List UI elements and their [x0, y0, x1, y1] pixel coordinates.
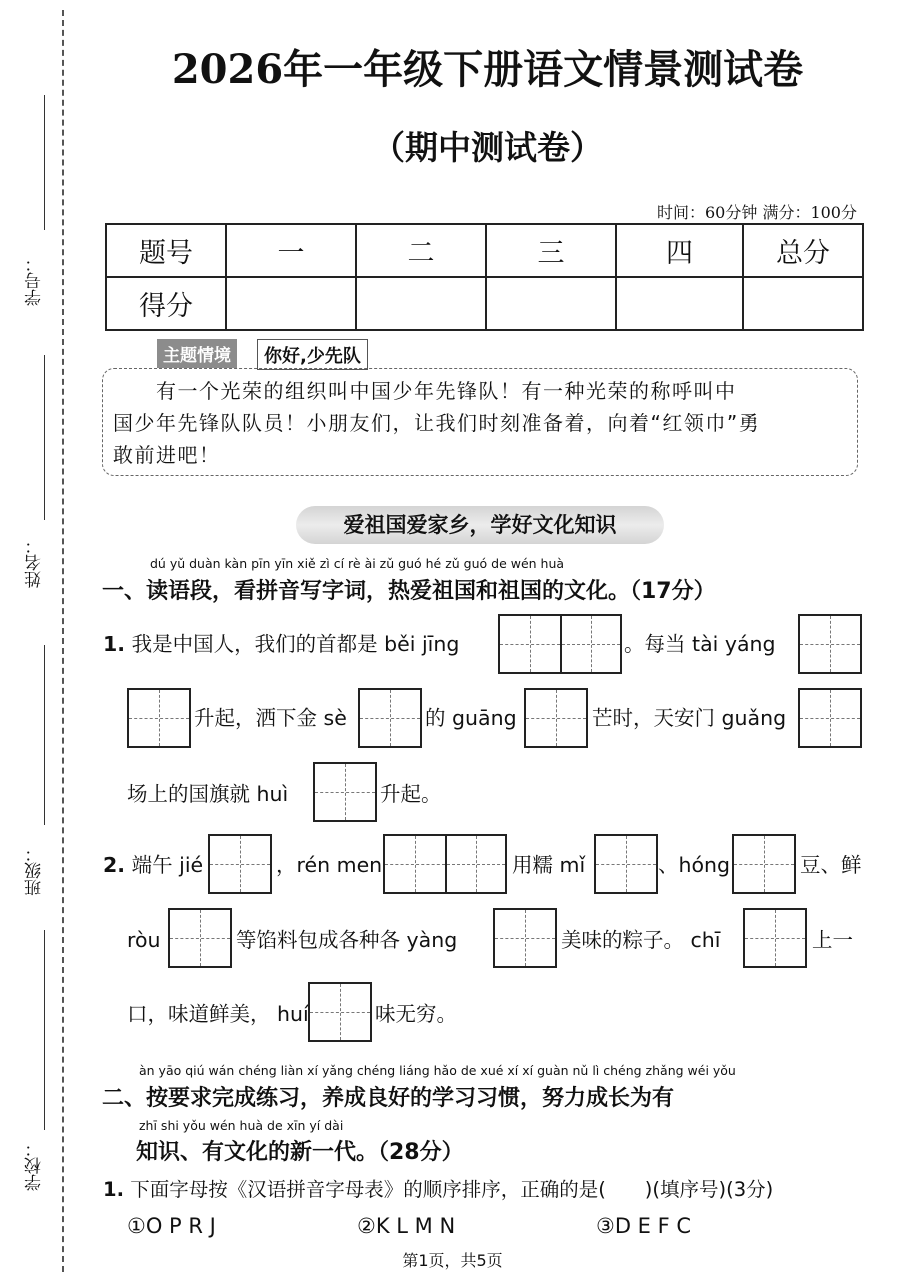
page-title: 2026年一年级下册语文情景测试卷	[171, 46, 804, 93]
section2-heading-line1: 二、按要求完成练习，养成良好的学习习惯，努力成长为有	[102, 1086, 675, 1111]
q1-text-c: 升起，洒下金	[194, 706, 317, 730]
heading-pinyin: zhī shi yǒu wén huà de xīn yí dài	[139, 1118, 344, 1133]
class-label: 班级：	[25, 845, 45, 896]
option-1[interactable]: ①O P R J	[127, 1214, 216, 1238]
class-line[interactable]	[44, 645, 45, 825]
theme-context-box	[102, 368, 858, 476]
answer-grid-taiyang-2[interactable]	[127, 688, 191, 748]
answer-grid-se[interactable]	[358, 688, 422, 748]
tian-cell[interactable]	[596, 836, 656, 892]
option-2[interactable]: ②K L M N	[357, 1214, 456, 1238]
tian-cell[interactable]	[170, 910, 230, 966]
score-input-cell[interactable]	[486, 277, 616, 330]
q2-line1-d	[658, 851, 730, 879]
q1-text-e: 芒时，天安门	[592, 706, 715, 730]
tian-cell[interactable]	[445, 836, 505, 892]
q2-pinyin-renmen: rén men	[296, 853, 383, 877]
s2-q1-prompt: 下面字母按《汉语拼音字母表》的顺序排序，正确的是( )(填序号)(3分)	[130, 1178, 774, 1201]
score-input-cell[interactable]	[226, 277, 356, 330]
q2-line1-a	[103, 851, 203, 879]
s2-q1-text	[103, 1176, 773, 1204]
theme-line: 有一个光荣的组织叫中国少年先锋队！有一种光荣的称呼叫中	[113, 379, 737, 403]
option-3[interactable]: ③D E F C	[596, 1214, 692, 1238]
q1-pinyin-guang: guāng	[452, 706, 517, 730]
student-id-line[interactable]	[44, 95, 45, 230]
answer-grid-taiyang[interactable]	[798, 614, 862, 674]
binding-dash-line	[62, 10, 64, 1272]
tian-cell[interactable]	[385, 836, 445, 892]
page-subtitle: （期中测试卷）	[372, 128, 603, 167]
answer-grid-hui[interactable]	[313, 762, 377, 822]
name-label: 姓名：	[25, 537, 45, 588]
q1-text-d: 的	[425, 706, 446, 730]
tian-cell[interactable]	[210, 836, 270, 892]
tian-cell[interactable]	[495, 910, 555, 966]
tian-cell[interactable]	[560, 616, 620, 672]
q2-pinyin-chi: chī	[690, 928, 721, 952]
score-table-cell: 三	[486, 224, 616, 277]
answer-grid-guang[interactable]	[524, 688, 588, 748]
tian-cell[interactable]	[129, 690, 189, 746]
theme-line: 国少年先锋队队员！小朋友们，让我们时刻准备着，向着“红领巾”勇	[113, 411, 761, 435]
q2-line1-b	[276, 851, 382, 879]
score-table-header-row	[106, 224, 863, 277]
q1-text-a: 我是中国人，我们的首都是	[131, 632, 378, 656]
score-input-cell[interactable]	[356, 277, 486, 330]
tian-cell[interactable]	[800, 616, 860, 672]
q2-text-d: 、	[658, 853, 679, 877]
q1-text-b: 。每当	[624, 632, 686, 656]
question-number: 1.	[103, 632, 126, 656]
section2-heading-line2: 知识、有文化的新一代。（28分）	[136, 1140, 464, 1165]
heading-pinyin: dú yǔ duàn kàn pīn yīn xiě zì cí rè ài zǔ guó hé zǔ guó de wén huà	[150, 556, 565, 571]
q2-text-b: ，	[276, 853, 297, 877]
q1-text-f: 场上的国旗就	[127, 782, 250, 806]
answer-grid-jie[interactable]	[208, 834, 272, 894]
q2-pinyin-rou: ròu	[127, 928, 161, 952]
tian-cell[interactable]	[734, 836, 794, 892]
answer-grid-guang2[interactable]	[798, 688, 862, 748]
q2-text-j: 味无穷。	[375, 1002, 457, 1026]
q1-line2-c	[592, 704, 786, 732]
tian-cell[interactable]	[500, 616, 560, 672]
q1-line1-b	[624, 630, 776, 658]
score-table-cell: 总分	[743, 224, 863, 277]
theme-tag: 主题情境	[157, 339, 237, 368]
school-line[interactable]	[44, 930, 45, 1130]
question-number: 2.	[103, 853, 126, 877]
q2-text-a: 端午	[131, 853, 173, 877]
q2-text-i: 口，味道鲜美，	[127, 1002, 271, 1026]
score-table-cell: 得分	[106, 277, 226, 330]
q1-pinyin-hui: huì	[256, 782, 289, 806]
student-id-label: 学号：	[25, 255, 45, 306]
q2-line1-c	[512, 851, 585, 879]
q2-line2-b	[236, 926, 457, 954]
tian-cell[interactable]	[315, 764, 375, 820]
q1-pinyin-guang2: guǎng	[721, 706, 787, 730]
answer-grid-rou[interactable]	[168, 908, 232, 968]
q1-line3-a	[127, 780, 288, 808]
theme-name: 你好,少先队	[257, 339, 368, 370]
q2-text-e: 豆、鲜	[800, 853, 862, 877]
q1-line2-b	[425, 704, 517, 732]
score-input-cell[interactable]	[616, 277, 743, 330]
score-input-cell[interactable]	[743, 277, 863, 330]
answer-grid-renmen[interactable]	[383, 834, 507, 894]
q1-pinyin-beijing: běi jīng	[384, 632, 460, 656]
q2-text-f: 等馅料包成各种各	[236, 928, 400, 952]
q1-text-g: 升起。	[380, 782, 442, 806]
answer-grid-mi[interactable]	[594, 834, 658, 894]
answer-grid-hui2[interactable]	[308, 982, 372, 1042]
q2-text-h: 上一	[812, 928, 853, 952]
score-table-cell: 一	[226, 224, 356, 277]
tian-cell[interactable]	[310, 984, 370, 1040]
name-line[interactable]	[44, 355, 45, 520]
score-table-score-row	[106, 277, 863, 330]
q2-pinyin-mi: mǐ	[559, 853, 586, 877]
score-table	[105, 223, 864, 331]
q2-pinyin-hui: huí	[277, 1002, 309, 1026]
q1-line2-a	[194, 704, 347, 732]
score-table-cell: 四	[616, 224, 743, 277]
tian-cell[interactable]	[526, 690, 586, 746]
answer-grid-chi[interactable]	[743, 908, 807, 968]
tian-cell[interactable]	[800, 690, 860, 746]
q2-line3-a	[127, 1000, 309, 1028]
q2-text-g: 美味的粽子。	[561, 928, 684, 952]
q1-pinyin-se: sè	[323, 706, 347, 730]
theme-line: 敢前进吧！	[113, 443, 221, 467]
q2-pinyin-yang: yàng	[406, 928, 458, 952]
heading-pinyin: àn yāo qiú wán chéng liàn xí yǎng chéng liáng hǎo de xué xí xí guàn nǔ lì chéng zhǎng wéi yǒu	[139, 1063, 736, 1078]
answer-grid-beijing[interactable]	[498, 614, 622, 674]
answer-grid-hong[interactable]	[732, 834, 796, 894]
question-number: 1.	[103, 1178, 124, 1201]
score-table-cell: 题号	[106, 224, 226, 277]
answer-grid-yang[interactable]	[493, 908, 557, 968]
q2-pinyin-jie: jié	[179, 853, 204, 877]
section1-heading: 一、读语段，看拼音写字词，热爱祖国和祖国的文化。（17分）	[102, 579, 716, 604]
page-footer: 第1页，共5页	[402, 1251, 503, 1270]
q2-line2-c	[561, 926, 721, 954]
q1-line1	[103, 630, 459, 658]
tian-cell[interactable]	[360, 690, 420, 746]
q1-pinyin-taiyang: tài yáng	[692, 632, 776, 656]
tian-cell[interactable]	[745, 910, 805, 966]
q2-pinyin-hong: hóng	[678, 853, 731, 877]
section-banner: 爱祖国爱家乡，学好文化知识	[296, 506, 664, 544]
score-table-cell: 二	[356, 224, 486, 277]
time-score-info: 时间：60分钟 满分：100分	[657, 203, 857, 222]
school-label: 学校：	[25, 1140, 45, 1191]
q2-text-c: 用糯	[512, 853, 553, 877]
